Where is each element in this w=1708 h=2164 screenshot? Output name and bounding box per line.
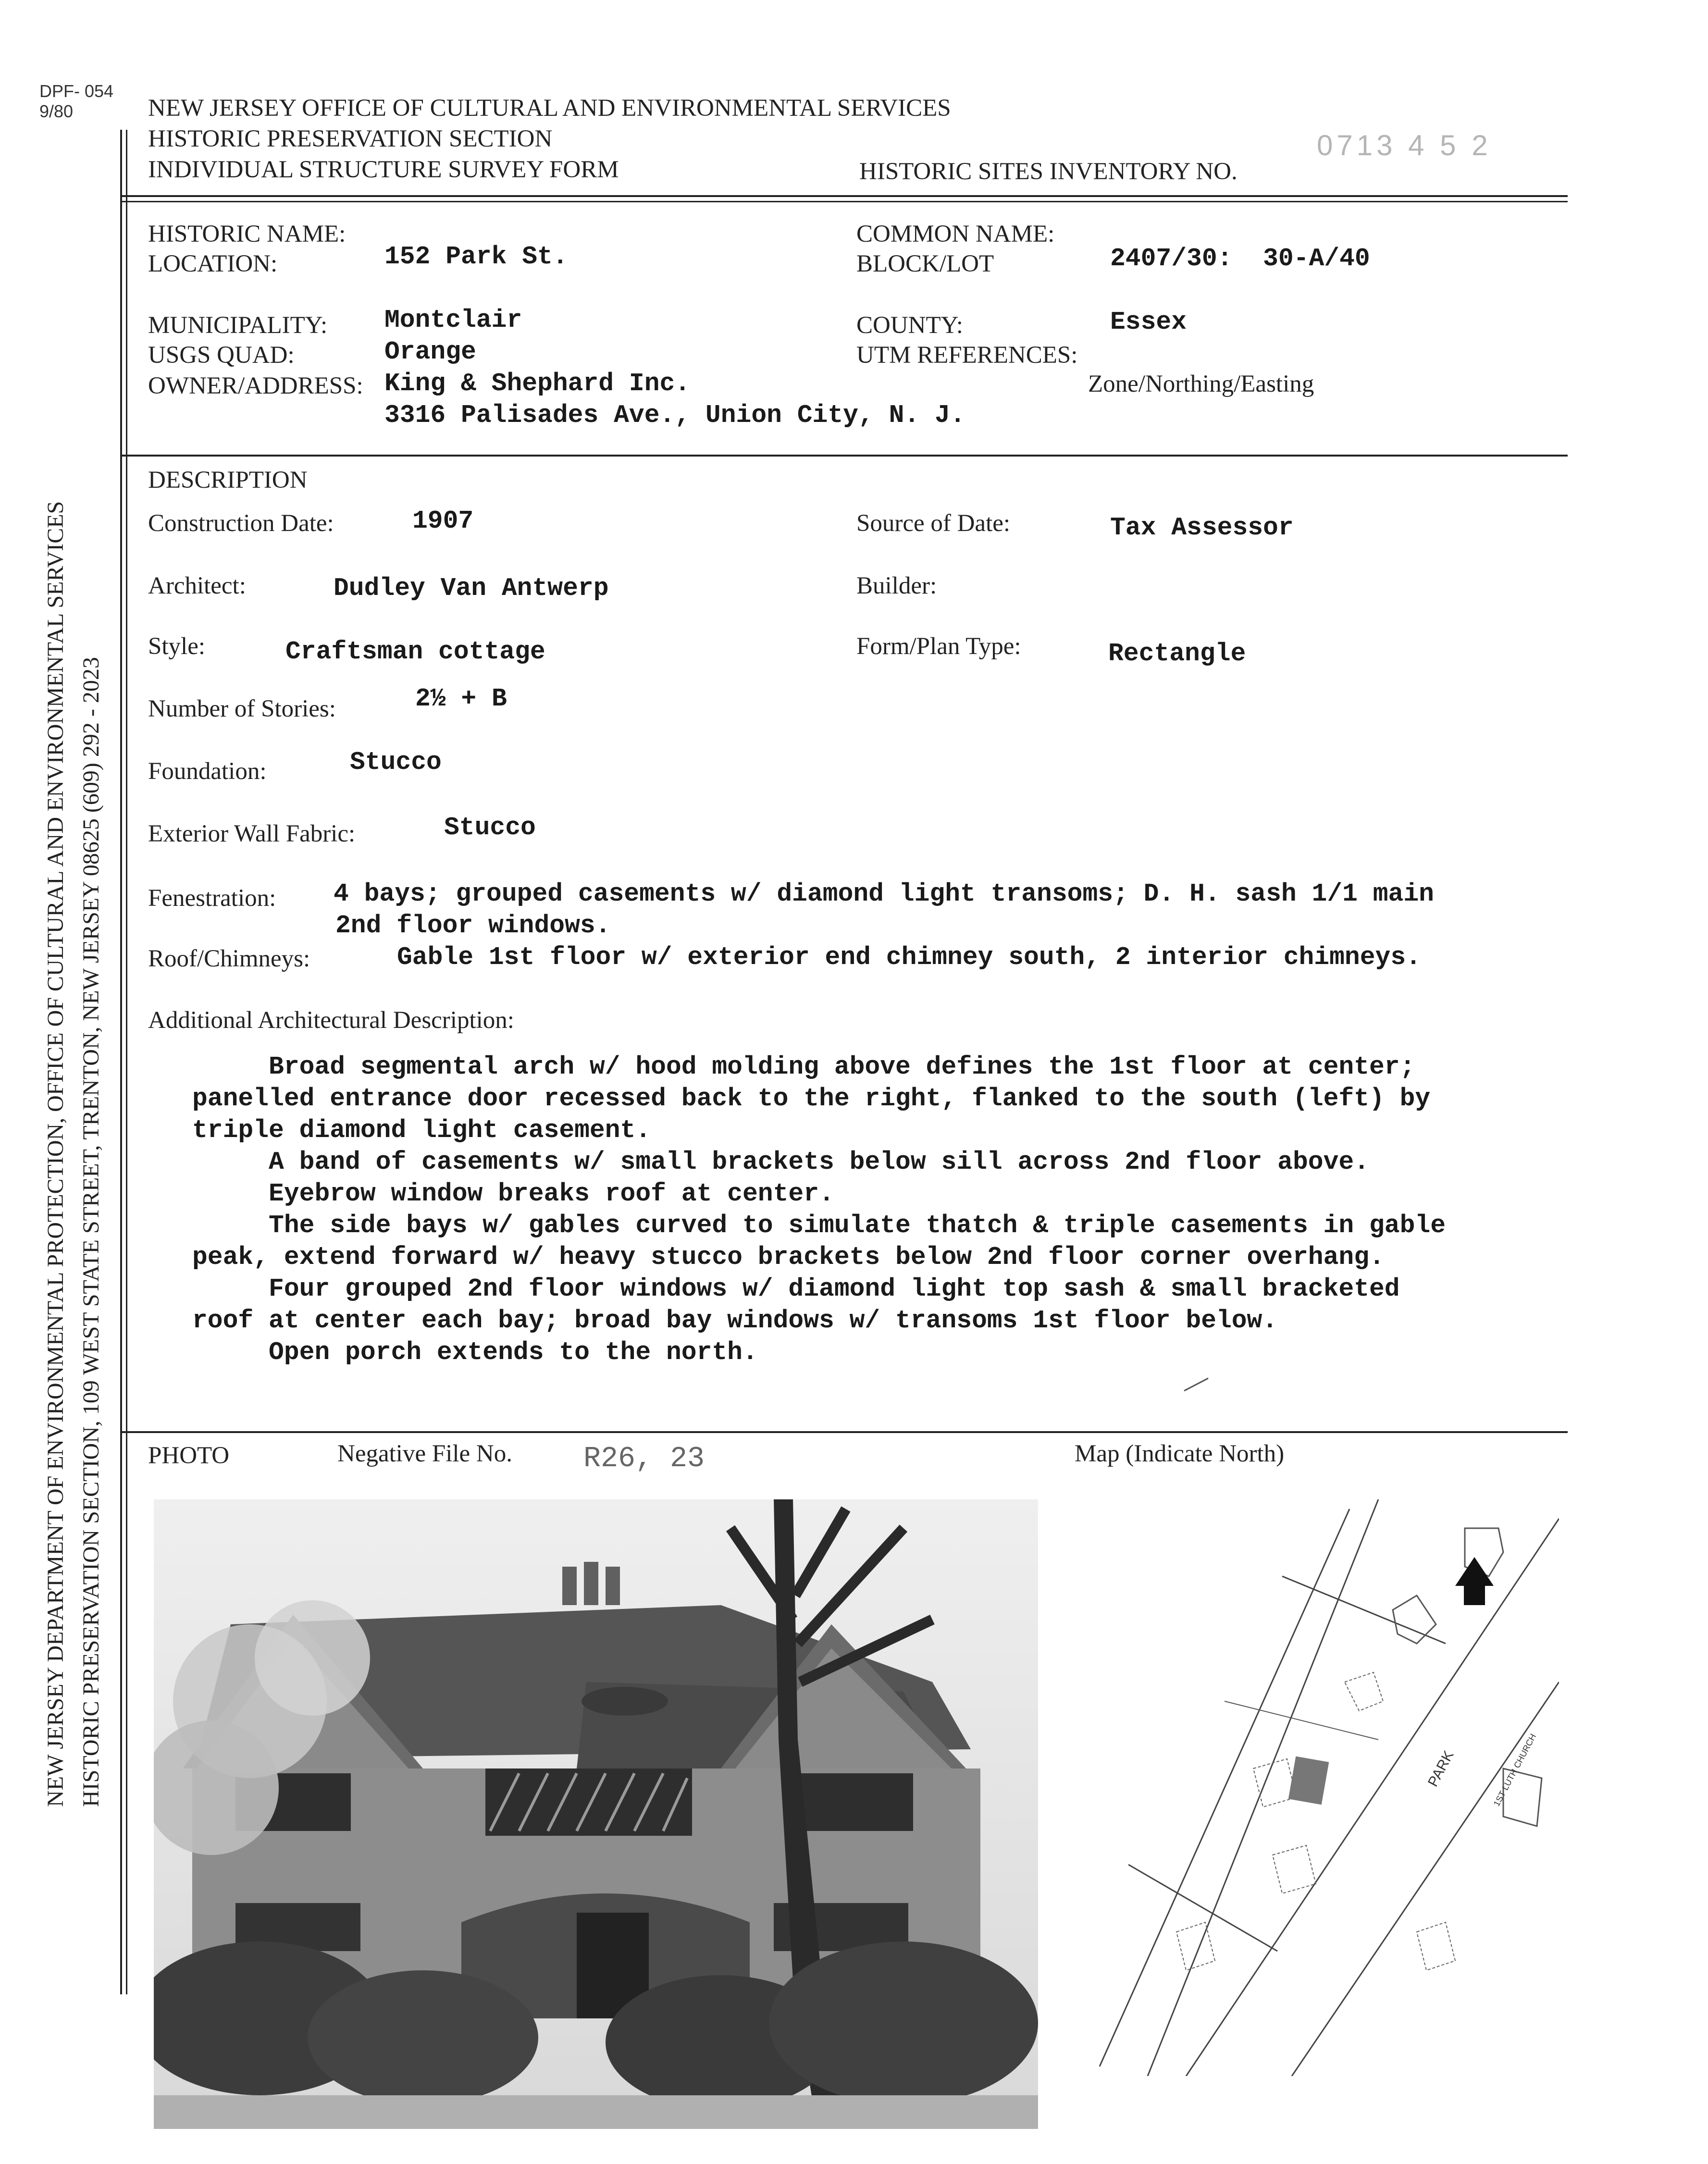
site-map (1080, 1499, 1559, 2076)
additional-line: Four grouped 2nd floor windows w/ diamond light top sash & small bracketed (192, 1274, 1400, 1303)
site-map-drawing (1080, 1499, 1559, 2076)
form-plan-label: Form/Plan Type: (856, 633, 1021, 660)
source-value: Tax Assessor (1110, 513, 1294, 542)
owner-address: 3316 Palisades Ave., Union City, N. J. (384, 401, 965, 430)
historic-name-label: HISTORIC NAME: (148, 221, 346, 247)
wall-fabric-label: Exterior Wall Fabric: (148, 820, 356, 847)
inventory-number: 0713 4 5 2 (1317, 129, 1492, 161)
block-lot-label: BLOCK/LOT (856, 250, 994, 277)
additional-line: The side bays w/ gables curved to simulate thatch & triple casements in gable (192, 1211, 1446, 1240)
builder-label: Builder: (856, 572, 937, 599)
block-lot-value: 2407/30: 30-A/40 (1110, 244, 1370, 273)
style-label: Style: (148, 633, 206, 660)
left-border-outer (120, 130, 122, 1994)
map-label: Map (Indicate North) (1075, 1440, 1285, 1467)
additional-line: Broad segmental arch w/ hood molding above defines the 1st floor at center; (192, 1052, 1415, 1081)
description-divider (121, 1431, 1568, 1433)
pen-mark (1182, 1374, 1211, 1394)
map-church-label: 1ST LUTH CHURCH (1491, 1732, 1538, 1808)
header-agency: NEW JERSEY OFFICE OF CULTURAL AND ENVIRONMENTAL SERVICES (148, 95, 951, 122)
side-text-address: HISTORIC PRESERVATION SECTION, 109 WEST STATE STREET, TRENTON, NEW JERSEY 08625 (609) 292 - 2023 (78, 657, 104, 1807)
municipality-value: Montclair (384, 306, 522, 334)
additional-line: peak, extend forward w/ heavy stucco brackets below 2nd floor corner overhang. (192, 1243, 1385, 1272)
wall-fabric-value: Stucco (444, 813, 536, 842)
county-label: COUNTY: (856, 312, 963, 339)
additional-line: Open porch extends to the north. (192, 1338, 758, 1367)
owner-value: King & Shephard Inc. (384, 369, 691, 398)
additional-line: triple diamond light casement. (192, 1116, 651, 1145)
stories-value: 2½ + B (415, 684, 507, 713)
side-text-department: NEW JERSEY DEPARTMENT OF ENVIRONMENTAL PROTECTION, OFFICE OF CULTURAL AND ENVIRONMENTAL SERVICES (43, 501, 68, 1807)
form-plan-value: Rectangle (1108, 639, 1246, 668)
house-photo-drawing (154, 1499, 1038, 2129)
style-value: Craftsman cottage (285, 637, 545, 666)
municipality-label: MUNICIPALITY: (148, 312, 328, 339)
additional-line: panelled entrance door recessed back to the right, flanked to the south (left) by (192, 1084, 1431, 1113)
stories-label: Number of Stories: (148, 695, 336, 722)
header-divider-bottom (121, 201, 1568, 202)
header-section: HISTORIC PRESERVATION SECTION (148, 125, 553, 152)
header-form-title: INDIVIDUAL STRUCTURE SURVEY FORM (148, 156, 619, 183)
roof-value: Gable 1st floor w/ exterior end chimney south, 2 interior chimneys. (397, 943, 1421, 972)
inventory-label: HISTORIC SITES INVENTORY NO. (859, 158, 1238, 185)
form-code-date: 9/80 (39, 101, 74, 121)
form-code-id: DPF- 054 (39, 81, 114, 101)
description-heading: DESCRIPTION (148, 467, 308, 494)
owner-label: OWNER/ADDRESS: (148, 372, 363, 399)
left-border-inner (126, 130, 127, 1994)
county-value: Essex (1110, 308, 1187, 336)
negative-file-label: Negative File No. (337, 1440, 512, 1467)
construction-value: 1907 (412, 507, 474, 535)
usgs-label: USGS QUAD: (148, 342, 295, 369)
additional-line: Eyebrow window breaks roof at center. (192, 1179, 834, 1208)
negative-file-value: R26, 23 (583, 1443, 705, 1475)
map-street-label: PARK (1425, 1748, 1457, 1790)
additional-label: Additional Architectural Description: (148, 1007, 514, 1034)
fenestration-label: Fenestration: (148, 885, 276, 912)
utm-label: UTM REFERENCES: (856, 342, 1078, 369)
architect-value: Dudley Van Antwerp (334, 574, 609, 603)
fenestration-line-2: 2nd floor windows. (335, 911, 611, 940)
common-name-label: COMMON NAME: (856, 221, 1055, 247)
utm-value: Zone/Northing/Easting (1088, 371, 1314, 397)
additional-line: roof at center each bay; broad bay windows w/ transoms 1st floor below. (192, 1306, 1278, 1335)
construction-label: Construction Date: (148, 510, 334, 537)
foundation-label: Foundation: (148, 758, 267, 785)
fenestration-line-1: 4 bays; grouped casements w/ diamond light transoms; D. H. sash 1/1 main (334, 879, 1434, 908)
foundation-value: Stucco (350, 748, 442, 777)
house-photo (154, 1499, 1038, 2129)
source-label: Source of Date: (856, 510, 1011, 537)
photo-label: PHOTO (148, 1442, 230, 1469)
identity-divider (121, 455, 1568, 457)
location-label: LOCATION: (148, 250, 278, 277)
architect-label: Architect: (148, 572, 246, 599)
roof-label: Roof/Chimneys: (148, 945, 310, 972)
header-divider-top (121, 195, 1568, 197)
additional-line: A band of casements w/ small brackets below sill across 2nd floor above. (192, 1148, 1369, 1176)
usgs-value: Orange (384, 337, 476, 366)
location-value: 152 Park St. (384, 242, 568, 271)
